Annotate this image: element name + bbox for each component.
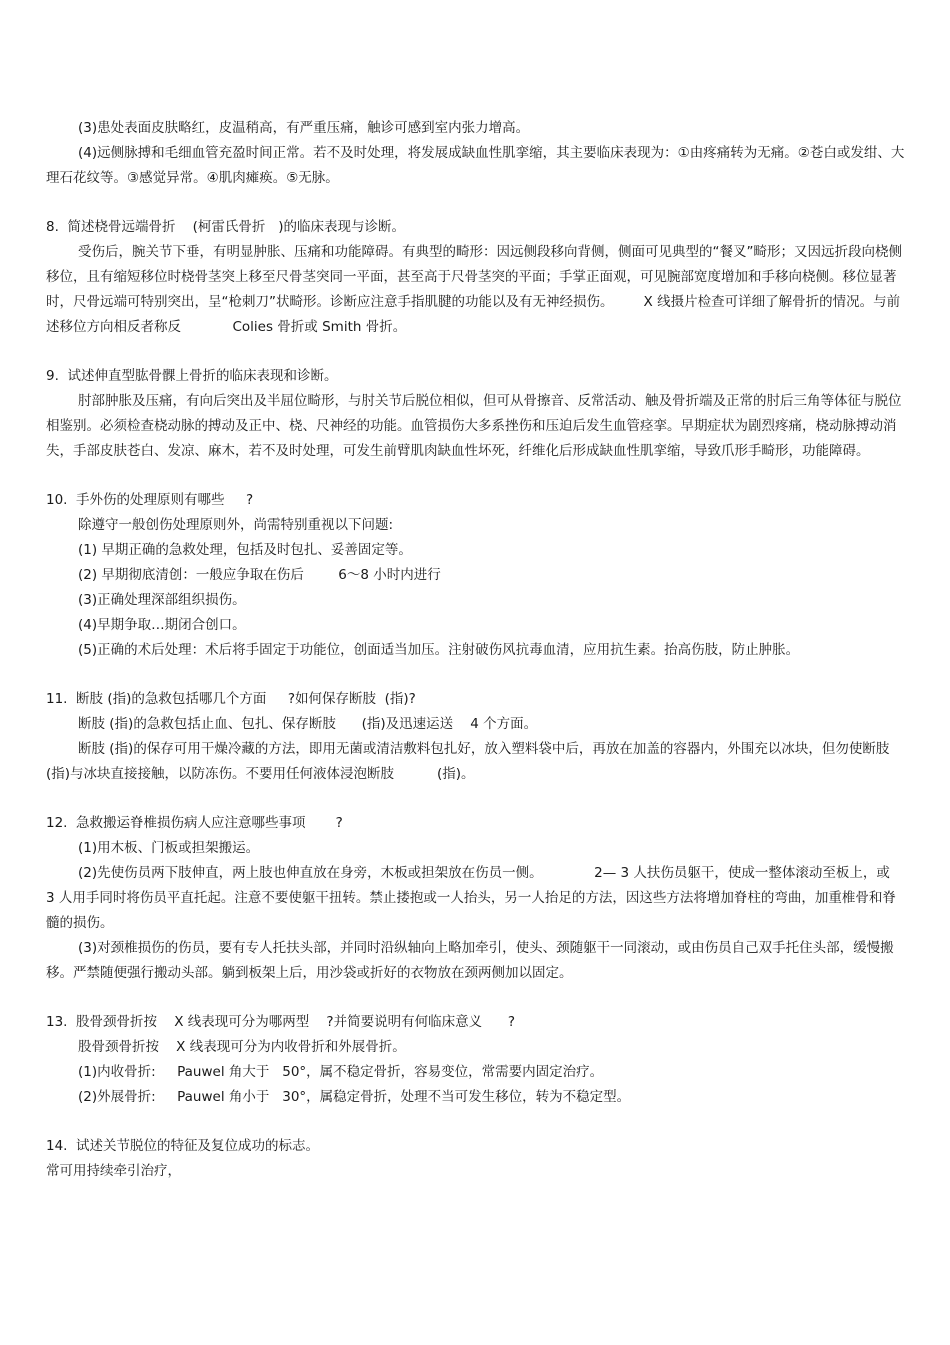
s8-title: 8. 简述桡骨远端骨折 (柯雷氏骨折 )的临床表现与诊断。 xyxy=(46,219,406,235)
s12-title: 12. 急救搬运脊椎损伤病人应注意哪些事项 ? xyxy=(46,815,343,831)
s13-item-2: (2)外展骨折: Pauwel 角小于 30°，属稳定骨折，处理不当可发生移位，转为不稳定型。 xyxy=(78,1089,631,1105)
s10-item-4: (4)早期争取…期闭合创口。 xyxy=(78,617,246,633)
s7-p4: (4)远侧脉搏和毛细血管充盈时间正常。若不及时处理，将发展成缺血性肌挛缩，其主要临床表现为：①由疼痛转为无痛。②苍白或发绀、大理石花纹等。③感觉异常。④肌肉瘫痪。⑤无脉。 xyxy=(46,145,905,186)
s9-title: 9. 试述伸直型肱骨髁上骨折的临床表现和诊断。 xyxy=(46,368,338,384)
s14-body: 常可用持续牵引治疗， xyxy=(46,1163,181,1179)
s13-item-1: (1)内收骨折: Pauwel 角大于 50°，属不稳定骨折，容易变位，常需要内固定治疗。 xyxy=(78,1064,604,1080)
s10-title: 10. 手外伤的处理原则有哪些 ? xyxy=(46,492,254,508)
s14-title: 14. 试述关节脱位的特征及复位成功的标志。 xyxy=(46,1138,320,1154)
s12-item-1: (1)用木板、门板或担架搬运。 xyxy=(78,840,260,856)
s13-intro: 股骨颈骨折按 X 线表现可分为内收骨折和外展骨折。 xyxy=(78,1039,406,1055)
s12-item-3: (3)对颈椎损伤的伤员，要有专人托扶头部，并同时沿纵轴向上略加牵引，使头、颈随躯干一同滚动，或由伤员自己双手托住头部，缓慢搬移。严禁随便强行搬动头部。躺到板架上后，用沙袋或折好的衣物放在颈两侧加以固定。 xyxy=(46,940,894,981)
s7-p3: (3)患处表面皮肤略红，皮温稍高，有严重压痛，触诊可感到室内张力增高。 xyxy=(78,120,530,136)
s10-item-2: (2) 早期彻底清创：一般应争取在伤后 6～8 小时内进行 xyxy=(78,567,441,583)
s13-title: 13. 股骨颈骨折按 X 线表现可分为哪两型 ?并简要说明有何临床意义 ? xyxy=(46,1014,515,1030)
s11-title: 11. 断肢 (指)的急救包括哪几个方面 ?如何保存断肢 (指)? xyxy=(46,691,416,707)
s12-item-2: (2)先使伤员两下肢伸直，两上肢也伸直放在身旁，木板或担架放在伤员一侧。 2— 3 人扶伤员躯干，使成一整体滚动至板上，或 3 人用手同时将伤员平直托起。注意不要使躯干扭转。禁止搂抱或一人抬头，另一人抬足的方法，因这些方法将增加脊柱的弯曲，加重椎骨和脊髓的损伤。 xyxy=(46,865,908,931)
document-page xyxy=(46,116,916,1184)
s11-p1: 断肢 (指)的急救包括止血、包扎、保存断肢 (指)及迅速运送 4 个方面。 xyxy=(78,716,538,732)
s10-item-3: (3)正确处理深部组织损伤。 xyxy=(78,592,246,608)
s10-intro: 除遵守一般创伤处理原则外，尚需特别重视以下问题: xyxy=(78,517,394,533)
s10-item-5: (5)正确的术后处理：术后将手固定于功能位，创面适当加压。注射破伤风抗毒血清，应用抗生素。抬高伤肢，防止肿胀。 xyxy=(78,642,800,658)
s8-body: 受伤后，腕关节下垂，有明显肿胀、压痛和功能障碍。有典型的畸形：因远侧段移向背侧，侧面可见典型的“餐叉”畸形；又因远折段向桡侧移位，且有缩短移位时桡骨茎突上移至尺骨茎突同一平面，甚至高于尺骨茎突的平面；手掌正面观，可见腕部宽度增加和手移向桡侧。移位显著时，尺骨远端可特别突出，呈“枪刺刀”状畸形。诊断应注意手指肌腱的功能以及有无神经损伤。 X 线摄片检查可详细了解骨折的情况。与前述移位方向相反者称反 Colies 骨折或 Smith 骨折。 xyxy=(46,244,902,335)
s11-p2: 断肢 (指)的保存可用干燥冷藏的方法，即用无菌或清洁敷料包扎好，放入塑料袋中后，再放在加盖的容器内，外围充以冰块，但勿使断肢 (指)与冰块直接接触，以防冻伤。不要用任何液体浸泡断肢 (指)。 xyxy=(46,741,916,782)
s10-item-1: (1) 早期正确的急救处理，包括及时包扎、妥善固定等。 xyxy=(78,542,412,558)
s9-body: 肘部肿胀及压痛，有向后突出及半屈位畸形，与肘关节后脱位相似，但可从骨擦音、反常活动、触及骨折端及正常的肘后三角等体征与脱位相鉴别。必须检查桡动脉的搏动及正中、桡、尺神经的功能。血管损伤大多系挫伤和压迫后发生血管痉挛。早期症状为剧烈疼痛，桡动脉搏动消失，手部皮肤苍白、发凉、麻木，若不及时处理，可发生前臂肌肉缺血性坏死，纤维化后形成缺血性肌挛缩，导致爪形手畸形，功能障碍。 xyxy=(46,393,902,459)
